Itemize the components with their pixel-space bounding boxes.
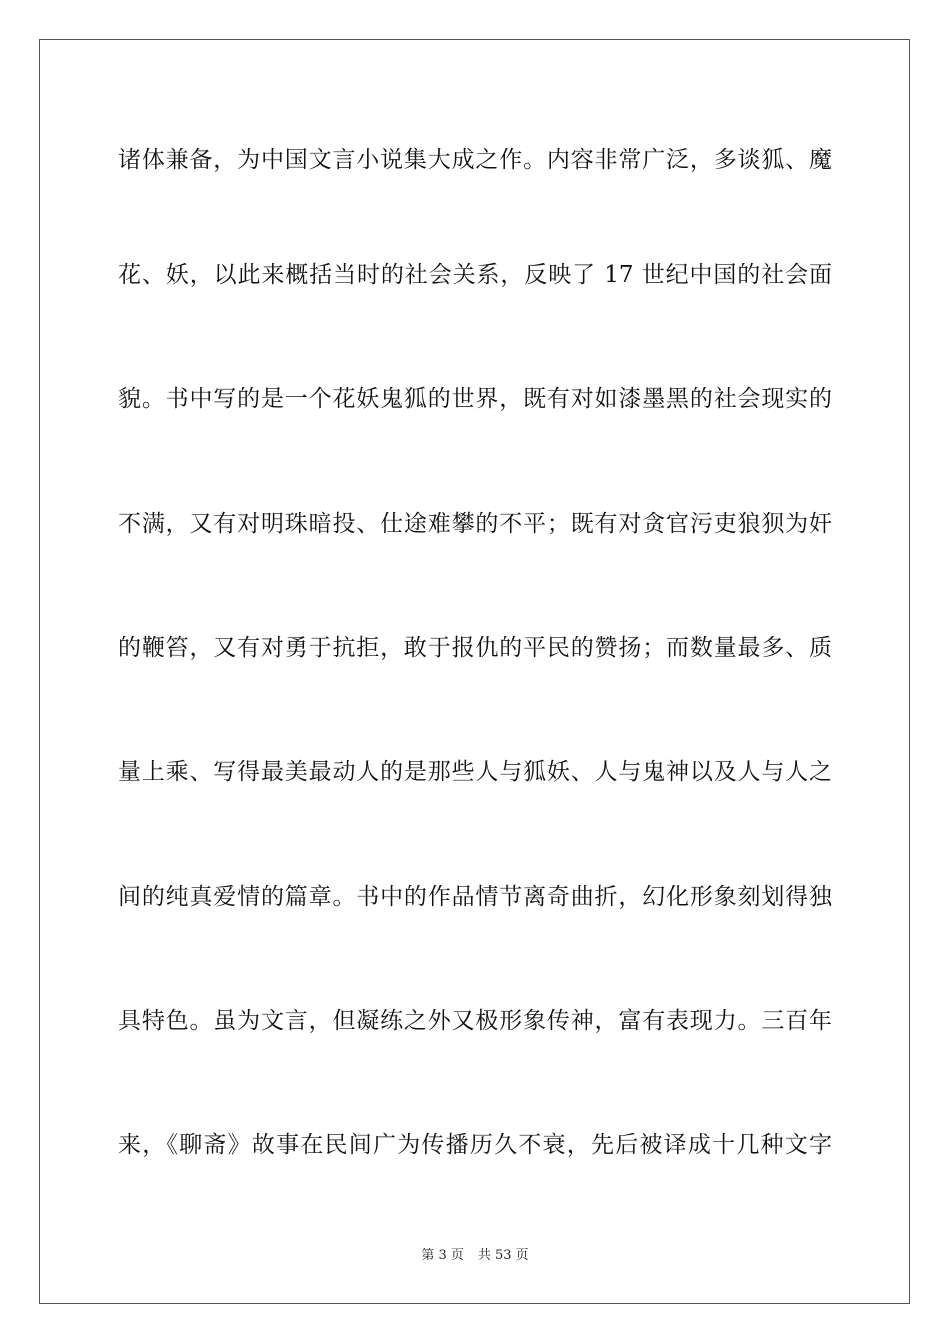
- body-text-line-5: 的鞭笞，又有对勇于抗拒，敢于报仇的平民的赞扬；而数量最多、质: [118, 635, 832, 661]
- body-text-line-1: 诸体兼备，为中国文言小说集大成之作。内容非常广泛，多谈狐、魔: [118, 147, 832, 173]
- body-text-line-4: 不满，又有对明珠暗投、仕途难攀的不平；既有对贪官污吏狼狈为奸: [118, 511, 832, 537]
- body-text-line-2: 花、妖，以此来概括当时的社会关系，反映了 17 世纪中国的社会面: [118, 262, 832, 288]
- body-text-line-6: 量上乘、写得最美最动人的是那些人与狐妖、人与鬼神以及人与人之: [118, 759, 832, 785]
- body-text-line-7: 间的纯真爱情的篇章。书中的作品情节离奇曲折，幻化形象刻划得独: [118, 884, 832, 910]
- body-text-line-3: 貌。书中写的是一个花妖鬼狐的世界，既有对如漆墨黑的社会现实的: [118, 386, 832, 412]
- page-number: 第 3 页: [421, 1248, 464, 1263]
- body-text-line-9: 来，《聊斋》故事在民间广为传播历久不衰，先后被译成十几种文字: [118, 1132, 832, 1158]
- page-total: 共 53 页: [477, 1248, 529, 1263]
- page-frame: [39, 39, 910, 1304]
- body-text-line-8: 具特色。虽为文言，但凝练之外又极形象传神，富有表现力。三百年: [118, 1008, 832, 1034]
- page-footer: [0, 1247, 950, 1265]
